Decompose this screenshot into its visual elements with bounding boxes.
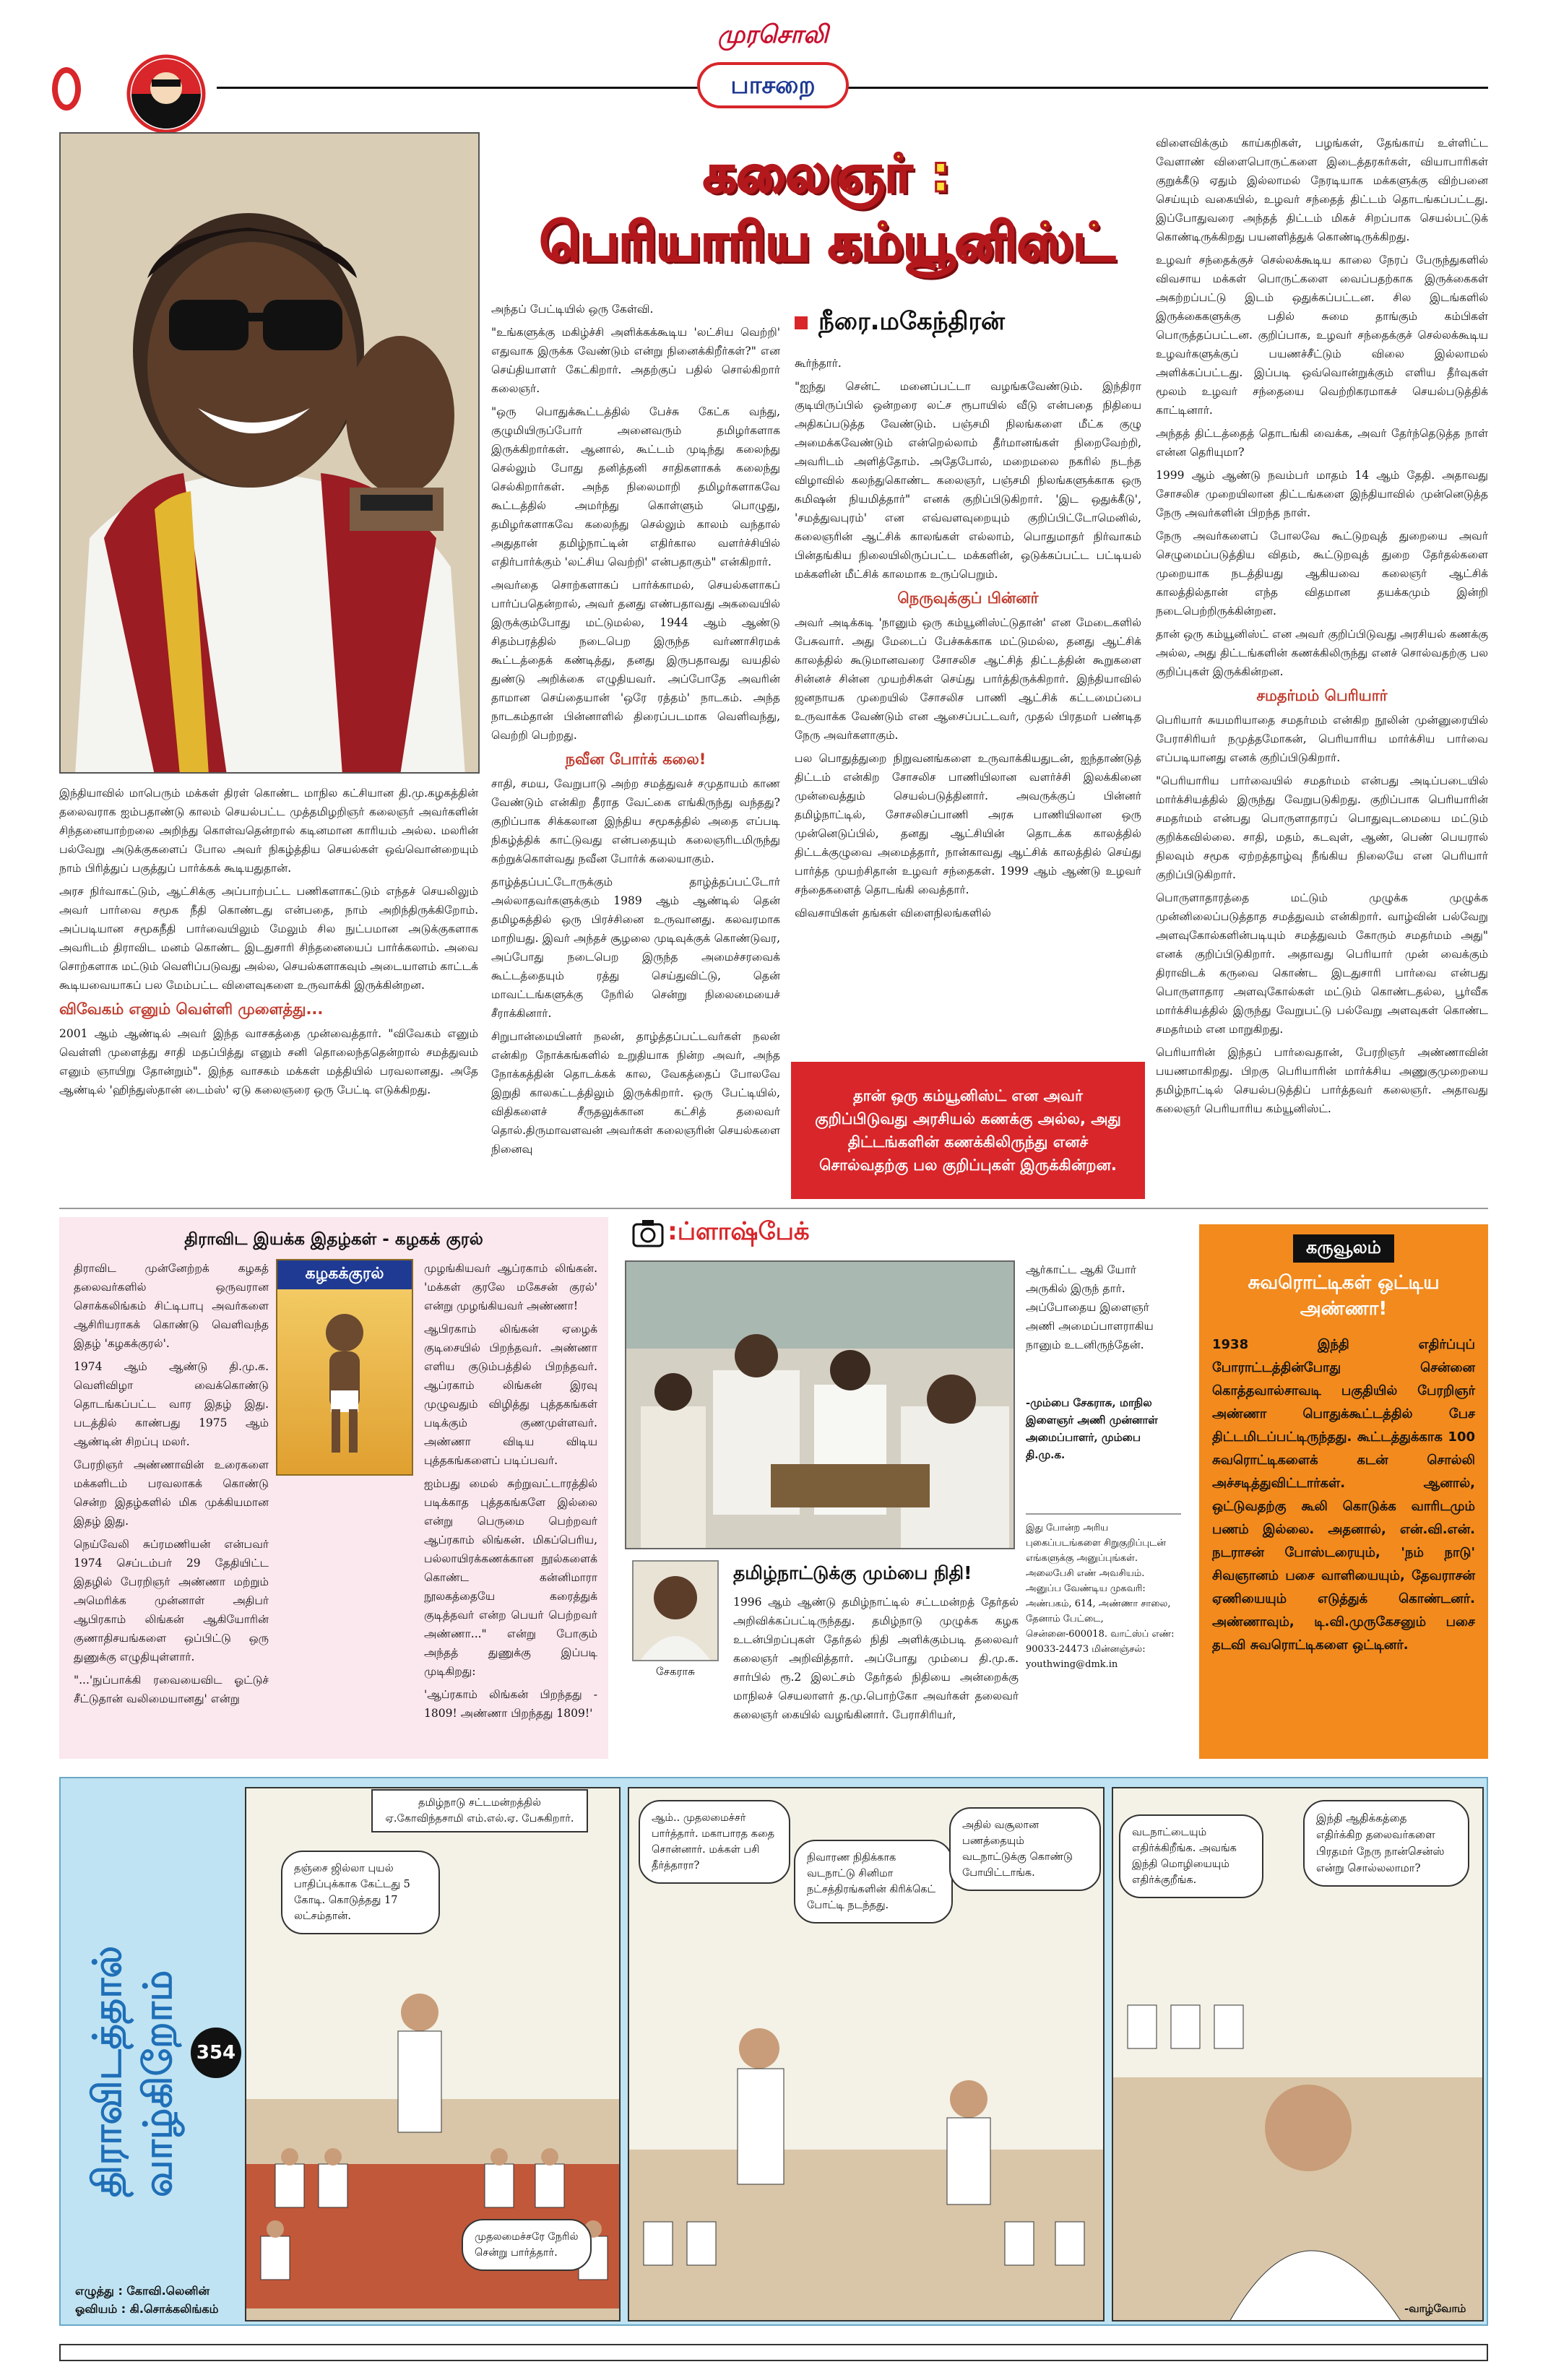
byline-author: நீரை.மகேந்திரன்	[818, 307, 1005, 336]
comic-end-mark: -வாழ்வோம்	[1404, 2302, 1466, 2315]
flashback-header	[632, 1217, 810, 1253]
magazine-left-paragraph: பேரறிஞர் அண்ணாவின் உரைகளை மக்களிடம் பரவலாகக் கொண்டு சென்ற இதழ்களில் மிக முக்கியமான இதழ் இது.	[74, 1458, 269, 1528]
magazine-right-paragraph: ஐம்பது மைல் சுற்றுவட்டாரத்தில் படிக்காத புத்தகங்களே இல்லை என்று பெருமை பெற்றவர் ஆப்ரகாம் லிங்கன். மிகப்பெரிய, பல்லாயிரக்கணக்கான நூல்களைக் கொண்ட கன்னிமாரா நூலகத்தையே கரைத்துக் குடித்தவர் என்ற பெயர் பெற்றவர் அண்ணா..." என்று போகும் அந்தத் துணுக்கு இப்படி முடிகிறது:	[424, 1477, 597, 1678]
magazine-right-column	[424, 1259, 597, 1750]
magazine-left-paragraph: திராவிட முன்னேற்றக் கழகத் தலைவர்களில் ஒருவரான சொக்கலிங்கம் சிட்டிபாபு அவர்களை ஆசிரியராகக் கொண்டு வெளிவந்த இதழ் 'கழகக்குரல்'.	[74, 1262, 269, 1350]
col2-paragraph: அவர்தை சொற்களாகப் பார்க்காமல், செயல்களாகப் பார்ப்பதென்றால், அவர் தனது எண்பதாவது அகவையில் இருக்கும்போது மட்டுமல்ல, 1944 ஆம் ஆண்டு சிதம்பரத்தில் நடைபெற இருந்த வர்ணாசிரமக் கூட்டத்தைக் கண்டித்து, தனது இருபதாவது வயதில் துண்டு அறிக்கை எழுதியவர். அப்போதே அவரின் தாமான செய்தையான் 'ஒரே ரத்தம்' நாடகம். அந்த நாடகம்தான் பின்னாளில் திரைப்படமாக வெளிவந்து, வெற்றி பெற்றது.	[491, 579, 780, 742]
comic-number-badge	[191, 2028, 241, 2078]
magazine-box	[59, 1217, 608, 1759]
col1-subhead: விவேகம் எனும் வெள்ளி முளைத்து...	[59, 1000, 324, 1018]
col3-paragraph: பல பொதுத்துறை நிறுவனங்களை உருவாக்கியதுடன், ஐந்தாண்டுத் திட்டம் என்கிற சோசலிச பாணியிலான வளர்ச்சி இலக்கினை முன்வைத்தும் செயல்படுத்தினார். அவருக்குப் பின்னர் தமிழ்நாட்டில், சோசலிசப்பாணி அரசு பாணியிலான ஒரு முன்னெடுப்பில், தனது ஆட்சியின் தொடக்க காலத்தில் திட்டக்குழுவை அமைத்தார், நான்காவது ஆட்சிக் காலத்தில் செய்து பார்த்த முயற்சிதான் உழவர் சந்தைகள். 1999 ஆம் ஆண்டு உழவர் சந்தைகளைத் தொடங்கி வைத்தார்.	[795, 752, 1141, 896]
col2-paragraph: சாதி, சமய, வேறுபாடு அற்ற சமத்துவச் சமுதாயம் காண வேண்டும் என்கிற தீராத வேட்கை எங்கிருந்து வந்தது? குறிப்பாக சிக்கலான இந்திய சமூகத்தில் அதை எப்படி நிகழ்த்திக் காட்டுவது என்பதையும் கலைஞரிடமிருந்து கற்றுக்கொள்வது நவீன போர்க் கலையாகும்.	[491, 777, 780, 865]
col2-paragraph: "உங்களுக்கு மகிழ்ச்சி அளிக்கக்கூடிய 'லட்சிய வெற்றி' எதுவாக இருக்க வேண்டும் என்று நினைக்கிறீர்கள்?" என செய்தியாளர் கேட்கிறார். அதற்குப் பதில் சொல்கிறார் கலைஞர்.	[491, 326, 780, 395]
paasarai-logo	[697, 62, 849, 108]
col2-paragraph: தாழ்த்தப்பட்டோருக்கும் தாழ்த்தப்பட்டோர் அல்லாதவர்களுக்கும் 1989 ஆம் ஆண்டில் தென் தமிழகத்தில் ஒரு பிரச்சினை உருவானது. கலவரமாக மாறியது. இவர் அந்தச் சூழலை முடிவுக்குக் கொண்டுவர, அப்போது நடைபெற இருந்த அமைச்சரவைக் கூட்டத்தையும் ரத்து செய்துவிட்டு, தென் மாவட்டங்களுக்கு நேரில் சென்று நிலைமையைச் சீராக்கினார்.	[491, 875, 780, 1020]
comic-bubble-2: ஆம்.. முதலமைச்சர் பார்த்தார். மகாபாரத கதை சொன்னார். மக்கள் பசி தீர்த்தாரா?	[639, 1800, 790, 1884]
magazine-right-paragraph: 'ஆப்ரகாம் லிங்கன் பிறந்தது - 1809! அண்ணா பிறந்தது 1809!'	[424, 1688, 597, 1720]
treasury-title: சுவரொட்டிகள் ஒட்டிய அண்ணா!	[1248, 1272, 1440, 1320]
child-figure-illustration	[277, 1289, 412, 1470]
article-column-3	[795, 354, 1141, 1055]
col4-paragraph: "பெரியாரிய பார்வையில் சமதர்மம் என்பது அடிப்படையில் மார்க்சியத்தில் இருந்து வேறுபடுகிறது. குறிப்பாக பெரியாரின் சமதர்மம் என்பது பொருளாதாரப் பொதுவுடமையை மட்டும் குறிக்கவில்லை. சாதி, மதம், கடவுள், ஆண், பெண் பெயரால் நிலவும் சமூக ஏற்றத்தாழ்வு நீங்கிய நிலையே என பெரியார் குறிப்பிடுகிறார்.	[1156, 774, 1488, 881]
treasury-header-label: கருவூலம்	[1293, 1234, 1394, 1263]
treasury-body: 1938 இந்தி எதிர்ப்புப் போராட்டத்தின்போது சென்னை கொத்தவால்சாவடி பகுதியில் பேரறிஞர் அண்ணா பொதுக்கூட்டத்தில் பேச திட்டமிடப்பட்டிருந்தது. கூட்டத்துக்காக 100 சுவரொட்டிகளைக் கடன் சொல்லி அச்சடித்துவிட்டார்கள். ஆனால், ஒட்டுவதற்கு கூலி கொடுக்க வாரிடமும் பணம் இல்லை. அதனால், என்.வி.என். நடராசன் போஸ்டரையும், 'நம் நாடு' சிவஞானம் பசை வாளியையும், தேவராசன் ஏணியையும் எடுத்துக் கொண்டனர். அண்ணாவும், டி.வி.முருகேசனும் பசை தடவி சுவரொட்டிகளை ஒட்டினர்.	[1212, 1337, 1475, 1653]
flashback-photo	[625, 1260, 1015, 1549]
magazine-left-paragraph: "...'நுப்பாக்கி ரவையைவிட ஓட்டுச் சீட்டுதான் வலிமையானது' என்று	[74, 1674, 269, 1705]
murasoli-logo	[672, 20, 874, 64]
flashback-submission-note: இது போன்ற அரிய புகைப்படங்களை சிறுகுறிப்புடன் எங்களுக்கு அனுப்புங்கள். அலைபேசி எண் அவசியம். அனுப்ப வேண்டிய முகவரி: அண்பகம், 614, அண்ணா சாலை, தேனாம் பேட்டை, சென்னை-600018. வாட்ஸ்ப் எண்: 90033-24473 மின்னஞ்சல்: youthwing@dmk.in	[1026, 1513, 1181, 1672]
col4-paragraph: பெரியார் சுயமரியாதை சமதர்மம் என்கிற நூலின் முன்னுரையில் பேராசிரியர் நமுத்தமோகன், பெரியாரிய மார்க்சிய பார்வை எப்படியானது எனக் குறிப்பிடுகிறார்.	[1156, 714, 1488, 764]
col4-paragraph: அந்தத் திட்டத்தைத் தொடங்கி வைக்க, அவர் தேர்ந்தெடுத்த நாள் என்ன தெரியுமா?	[1156, 427, 1488, 459]
magazine-left-paragraph: 1974 ஆம் ஆண்டு தி.மு.க. வெளிவிழா வைக்கொண்டு தொடங்கப்பட்ட வார இதழ் இது. படத்தில் காண்பது 1975 ஆம் ஆண்டின் சிறப்பு மலர்.	[74, 1360, 269, 1448]
magazine-cover	[276, 1259, 413, 1476]
col4-paragraph: பொருளாதாரத்தை மட்டும் முழுக்க முழுக்க முன்னிலைப்படுத்தாத சமத்துவம் என்கிறார். வாழ்வின் பல்வேறு அளவுகோல்களின்படியும் சமத்துவம் கோரும் சமதர்மம் அது" எனக் குறிப்பிடுகிறார். அதாவது பெரியார் முன் வைக்கும் திராவிடக் கருவை கொண்ட இடதுசாரி பார்வை என்பது பொருளாதார அளவுகோல்கள் மட்டும் கொண்டதல்ல, பூர்வீக மார்க்சியத்தில் இருந்து வேறுபட்டு பல்வேறு அளவுகள் கொண்ட சமதர்மம் என மாறுகிறது.	[1156, 891, 1488, 1036]
col1-paragraph: இந்தியாவில் மாபெரும் மக்கள் திரள் கொண்ட மாநில கட்சியான தி.மு.கழகத்தின் தலைவராக ஐம்பதாண்டு காலம் செயல்பட்ட முத்தமிழறிஞர் கலைஞர் அவர்களின் சிந்தனையாற்றலை அறிந்து கொள்வதென்றால் கடினமான காரியம் அல்ல. மலரின் பல்வேறு அடுக்குகளைப் போல அவர் நிகழ்த்திய செயல்கள் ஒவ்வொன்றையும் நாம் பிரித்துப் பகுத்துப் பார்க்கக் கூடியதுதான்.	[59, 787, 478, 875]
magazine-right-paragraph: முழங்கியவர் ஆப்ரகாம் லிங்கன். 'மக்கள் குரலே மகேசன் குரல்' என்று முழங்கியவர் அண்ணா!	[424, 1262, 597, 1312]
magazine-box-title: திராவிட இயக்க இதழ்கள் - கழகக் குரல்	[184, 1230, 483, 1249]
col4-subhead: சமதர்மம் பெரியார்	[1256, 687, 1388, 704]
flashback-title: :ப்ளாஷ்பேக்	[667, 1217, 810, 1246]
page-number-marker	[52, 67, 81, 111]
col3-paragraph: "ஐந்து சென்ட் மனைப்பட்டா வழங்கவேண்டும். இந்திரா குடியிருப்பில் ஒன்றரை லட்ச ரூபாயில் வீடு என்பதை நிதியை அதிகப்படுத்த வேண்டும். பஞ்சமி நிலங்களை மீட்க குழு அமைக்கவேண்டும் என்றெல்லாம் தீர்மானங்கள் நிறைவேற்றி, அவரிடம் அளித்தோம். அதேபோல், மறைமலை நகரில் நடந்த விழாவில் கலந்துகொண்ட கலைஞர், பஞ்சமி நிலங்களுக்காக ஒரு கமிஷன் நியமித்தார்" எனக் குறிப்பிடுகிறார். 'இட ஒதுக்கீடு', 'சமத்துவபுரம்' என எவ்வளவுறையும் குறிப்பிட்டோமெனில், கலைஞரின் ஆட்சிக் காலங்கள் எல்லாம், பொதுமாதர் நிர்வாகம் பின்தங்கிய நிலையிலிருப்பட்ட மக்களின், ஒடுக்கப்பட்ட பட்டியல் மக்களின் மீட்சிக் காலமாக உருப்பெறும்.	[795, 380, 1141, 581]
comic-strip	[59, 1777, 1488, 2326]
byline	[795, 307, 1156, 343]
party-emblem-logo	[116, 51, 217, 137]
footer-rule	[59, 2344, 1488, 2361]
magazine-left-paragraph: நெய்வேலி சுப்ரமணியன் என்பவர் 1974 செப்டம்பர் 29 தேதியிட்ட இதழில் பேரறிஞர் அண்ணா மற்றும் அமெரிக்க முன்னாள் அதிபர் ஆபிரகாம் லிங்கன் ஆகியோரின் குணாதிசயங்களை ஒப்பிட்டு ஒரு துணுக்கு எழுதியுள்ளார்.	[74, 1538, 269, 1663]
magazine-right-paragraph: ஆபிரகாம் லிங்கன் ஏழைக் குடிசையில் பிறந்தவர். அண்ணா எளிய குடும்பத்தில் பிறந்தவர். ஆப்ரகாம் லிங்கன் இரவு முழுவதும் விழித்து புத்தகங்கள் படிக்கும் குணமுள்ளவர். அண்ணா விடிய விடிய புத்தகங்களைப் படிப்பவர்.	[424, 1323, 597, 1467]
comic-title-block	[68, 1786, 194, 2197]
col4-paragraph: தான் ஒரு கம்யூனிஸ்ட் என அவர் குறிப்பிடுவது அரசியல் கணக்கு அல்ல, அது திட்டங்களின் கணக்கிலிருந்து எனச் சொல்வதற்கு பல குறிப்புகள் இருக்கின்றன.	[1156, 628, 1488, 678]
col3-paragraph: கூர்ந்தார்.	[795, 357, 842, 370]
logo-top-text: முரசொலி	[717, 20, 829, 49]
comic-bubble-7: முதலமைச்சரே நேரில் சென்று பார்த்தார்.	[462, 2219, 592, 2271]
comic-bubble-4: அதில் வசூலான பணத்தையும் வடநாட்டுக்கு கொண்டு போயிட்டாங்க.	[949, 1807, 1101, 1891]
headline-line1: கலைஞர் :	[703, 143, 951, 204]
flashback-subhead: தமிழ்நாட்டுக்கு மும்பை நிதி!	[733, 1562, 972, 1583]
comic-number: 354	[196, 2042, 236, 2064]
col4-paragraph: நேரு அவர்களைப் போலவே கூட்டுறவுத் துறையை அவர் செழுமைப்படுத்திய விதம், கூட்டுறவுத் துறை தேர்தல்களை முறையாக நடத்தியது ஆகியவை கலைஞர் ஆட்சிக் காலத்தில்தான் எந்த விதமான தயக்கமும் இன்றி நடைபெற்றிருக்கின்றன.	[1156, 529, 1488, 618]
masthead-rule	[217, 87, 1488, 89]
comic-credit-artist: ஓவியம் : கி.சொக்கலிங்கம்	[75, 2302, 219, 2316]
comic-title	[82, 1793, 183, 2197]
masthead	[0, 0, 1543, 126]
magazine-left-column	[74, 1259, 269, 1750]
col3-subhead: நெருவுக்குப் பின்னர்	[897, 589, 1039, 607]
col4-paragraph: விளைவிக்கும் காய்கறிகள், பழங்கள், தேங்காய் உள்ளிட்ட வேளாண் விளைபொருட்களை இடைத்தரகர்கள், வியாபாரிகள் குறுக்கீடு ஏதும் இல்லாமல் நேரடியாக மக்களுக்கு விற்பனை செய்யும் வகையில், உழவர் சந்தைத் திட்டம் தொடங்கப்பட்டது. இப்போதுவரை அந்தத் திட்டம் மிகச் சிறப்பாக செயல்பட்டுக் கொண்டிருக்கிறது பயனளித்துக் கொண்டிருக்கிறது.	[1156, 137, 1488, 243]
col4-paragraph: பெரியாரின் இந்தப் பார்வைதான், பேரறிஞர் அண்ணாவின் பயணமாகிறது. பிறகு பெரியாரின் மார்க்சிய அணுகுமுறையை தமிழ்நாட்டில் செயல்படுத்திப் பார்த்தவர் கலைஞர். அதாவது கலைஞர் பெரியாரிய கம்யூனிஸ்ட்.	[1156, 1046, 1488, 1115]
col3-paragraph: விவசாயிகள் தங்கள் விளைநிலங்களில்	[795, 906, 991, 919]
logo-bottom-text: பாசறை	[730, 71, 816, 100]
comic-bubble-3: நிவாரண நிதிக்காக வடநாட்டு சினிமா நட்சத்திரங்களின் கிரிக்கெட் போட்டி நடந்தது.	[794, 1840, 953, 1924]
col1-paragraph: அரச நிர்வாகட்டும், ஆட்சிக்கு அப்பாற்பட்ட பணிகளாகட்டும் எந்தச் செயலிலும் அவர் பார்வை சமூக நீதி கொண்டது என்பதை, நாம் அறிந்திருக்கிறோம். அப்படியான சமூகநீதி பார்வையிலும் மேலும் சில நுட்பமான அடுக்குகளாக அவரிடம் திராவிட மனம் கொண்ட இடதுசாரி சிந்தனையைப் பார்க்கலாம். அவை சொற்களாக மட்டும் வெளிப்படுவது அல்ல, செயல்களாகவும் அடையாளம் காட்டக் கூடியவையாகப் பல மேம்பட்ட விளைவுகளை உருவாக்கி இருக்கின்றன.	[59, 885, 478, 992]
byline-marker	[795, 316, 808, 329]
headline-line2: பெரியாரிய கம்யூனிஸ்ட்	[540, 212, 1115, 272]
article-column-4	[1156, 134, 1488, 1199]
headline	[491, 141, 1163, 285]
article-column-2	[491, 300, 780, 1199]
comic-title-line1: திராவிடத்தால்	[85, 1945, 130, 2197]
col4-paragraph: 1999 ஆம் ஆண்டு நவம்பர் மாதம் 14 ஆம் தேதி. அதாவது சோசலிச முறையிலான திட்டங்களை இந்தியாவில் முன்னெடுத்த நேரு அவர்களின் பிறந்த நாள்.	[1156, 469, 1488, 519]
comic-bubble-1: தஞ்சை ஜில்லா புயல் பாதிப்புக்காக கேட்டது 5 கோடி. கொடுத்தது 17 லட்சம்தான்.	[281, 1851, 440, 1934]
person-portrait-illustration	[634, 1562, 717, 1660]
camera-icon	[632, 1219, 664, 1247]
col2-subhead: நவீன போர்க் கலை!	[565, 750, 706, 768]
comic-bubble-6: இந்தி ஆதிக்கத்தை எதிர்க்கிற தலைவர்களை பிரதமர் நேரு நான்சென்ஸ் என்று சொல்லலாமா?	[1303, 1800, 1469, 1887]
treasury-box	[1199, 1224, 1488, 1759]
person-photo	[632, 1560, 719, 1661]
flashback-box	[618, 1217, 1188, 1759]
comic-title-line2: வாழ்கிறோம்	[135, 1970, 181, 2197]
person-caption: சேகராசு	[656, 1665, 695, 1678]
col3-paragraph: அவர் அடிக்கடி 'நானும் ஒரு கம்யூனிஸ்ட்டுதான்' என மேடைகளில் பேசுவார். அது மேடைப் பேச்சுக்காக மட்டுமல்ல, தனது ஆட்சிக் காலத்தில் கூடுமானவரை சோசலிச ஆட்சித் திட்டத்தின் கூறுகளை சின்னச் சின்ன முயற்சிகள் செய்து பார்த்திருக்கிறார். இந்தியாவில் ஜனநாயக முறையில் சோசலிச பாணி ஆட்சிக் கட்டமைப்பை உருவாக்க வேண்டும் என ஆசைப்பட்டவர், முதல் பிரதமர் பண்டித நேரு அவர்களாகும்.	[795, 616, 1141, 742]
pull-quote-box	[791, 1062, 1145, 1199]
flashback-body: 1996 ஆம் ஆண்டு தமிழ்நாட்டில் சட்டமன்றத் தேர்தல் அறிவிக்கப்பட்டிருந்தது. தமிழ்நாடு முழுக்க கழக உடன்பிறப்புகள் தேர்தல் நிதி அளிக்கும்படி தலைவர் கலைஞர் அறிவித்தார். அப்போது மும்பை தி.மு.க. சார்பில் ரூ.2 இலட்சம் தேர்தல் நிதியை அன்றைக்கு மாநிலச் செயலாளர் த.மு.பொற்கோ அவர்கள் தலைவர் கலைஞர் கையில் வழங்கினார். பேராசிரியர்,	[733, 1596, 1019, 1721]
col2-paragraph: சிறுபான்மையினர் நலன், தாழ்த்தப்பட்டவர்கள் நலன் என்கிற நோக்கங்களில் உறுதியாக நின்ற அவர், அந்த நோக்கத்தின் தொடக்கக் கால, வேகத்தைப் போலவே இறுதி காலகட்டத்திலும் இருக்கிறார். ஒரு பேட்டியில், விதிகளைச் சீருதலுக்கான கட்சித் தலைவர் தொல்.திருமாவளவன் அவர்கள் கலைஞரின் செயல்களை நினைவு	[491, 1030, 780, 1156]
kalaignar-portrait-illustration	[61, 134, 480, 774]
section-divider	[59, 1208, 1488, 1209]
col1-paragraph: 2001 ஆம் ஆண்டில் அவர் இந்த வாசகத்தை முன்வைத்தார். "விவேகம் எனும் வெள்ளி முளைத்து சாதி மதப்பித்து எனும் சனி தொலைந்ததென்றால் சமத்துவம் எனும் ஞாயிறு தோன்றும்". இந்த வாசகம் மக்கள் மத்தியில் பரவலானது. அதே ஆண்டில் 'ஹிந்துஸ்தான் டைம்ஸ்' ஏடு கலைஞரை ஒரு பேட்டி எடுக்கிறது.	[59, 1027, 478, 1096]
comic-credit-writer: எழுத்து : கோவி.லெனின்	[75, 2284, 210, 2298]
comic-bubble-5: வடநாட்டையும் எதிர்க்கிறீங்க. அவங்க இந்தி மொழியையும் எதிர்க்குறீங்க.	[1119, 1814, 1263, 1898]
article-column-1	[59, 784, 478, 1199]
treasury-header	[1212, 1234, 1475, 1263]
kalaignar-photo	[59, 132, 480, 774]
col4-paragraph: உழவர் சந்தைக்குச் செல்லக்கூடிய காலை நேரப் பேருந்துகளில் விவசாய மக்கள் பொருட்களை வைப்பதற்காக இருக்கைகள் அகற்றப்பட்டு இடம் ஒதுக்கப்பட்டன. சில இடங்களில் இருக்கைகளுக்கு பதில் சுமை தாங்கும் கம்பிகள் பொருத்தப்பட்டன. குறிப்பாக, உழவர் சந்தைக்குச் செல்லக்கூடிய உழவர்களுக்குப் பயணச்சீட்டும் விலை இல்லாமல் அளிக்கப்பட்டது. இப்படி ஒவ்வொன்றுக்கும் எளிய தீர்வுகள் மூலம் உழவர் சந்தையை வெற்றிகரமாகச் செயல்படுத்திக் காட்டினார்.	[1156, 254, 1488, 417]
flashback-side-text: ஆர்காட்ட ஆகி யோர் அருகில் இருந் தார். அப்போதைய இளைஞர் அணி அமைப்பாளராகிய நானும் உடனிருந்தேன்.	[1026, 1263, 1154, 1351]
magazine-cover-title: கழகக்குரல்	[277, 1260, 412, 1289]
flashback-photo-illustration	[626, 1262, 1015, 1549]
comic-caption: தமிழ்நாடு சட்டமன்றத்தில் ஏ.கோவிந்தசாமி எம்.எல்.ஏ. பேசுகிறார்.	[371, 1789, 588, 1832]
pull-quote-text: தான் ஒரு கம்யூனிஸ்ட் என அவர் குறிப்பிடுவது அரசியல் கணக்கு அல்ல, அது திட்டங்களின் கணக்கிலிருந்து எனச் சொல்வதற்கு பல குறிப்புகள் இருக்கின்றன.	[815, 1087, 1121, 1174]
flashback-side-credit: -மும்பை சேகராசு, மாநில இளைஞர் அணி முன்னாள் அமைப்பாளர், மும்பை தி.மு.க.	[1026, 1396, 1158, 1461]
col2-paragraph: அந்தப் பேட்டியில் ஒரு கேள்வி.	[491, 303, 654, 316]
col2-paragraph: "ஒரு பொதுக்கூட்டத்தில் பேச்சு கேட்க வந்து, குழுமியிருப்போர் அனைவரும் தமிழர்களாக இருக்கிறார்கள். ஆனால், கூட்டம் முடிந்து கலைந்து செல்லும் போது தனித்தனி சாதிகளாகக் கலைந்து செல்கிறார்கள். அந்த நிலைமாறி தமிழர்களாகவே கூட்டத்தில் அமர்ந்து கொள்ளும் பொழுது, தமிழர்களாகவே கலைந்து செல்லும் காலம் வந்தால் அதுதான் தமிழ்நாட்டின் எதிர்கால வளர்ச்சியில் எதிர்பார்க்கும் 'லட்சிய வெற்றி' என்பதாகும்" என்கிறார்.	[491, 405, 780, 568]
